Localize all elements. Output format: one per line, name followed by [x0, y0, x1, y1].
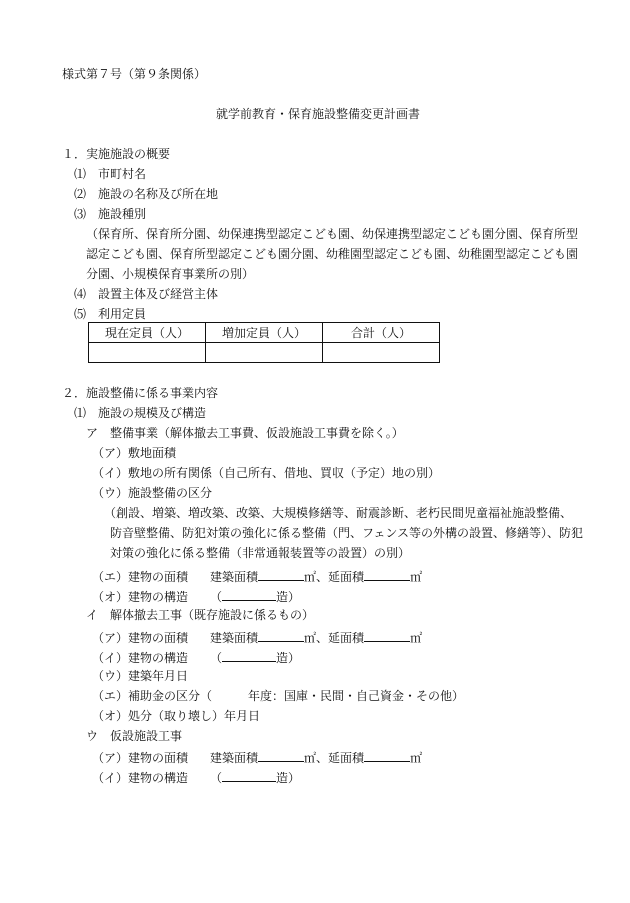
- item-facility-name: ⑵ 施設の名称及び所在地: [74, 187, 219, 201]
- maintenance-category-line: 対策の強化に係る整備（非常通報装置等の設置）の別）: [110, 546, 411, 560]
- building-area-row: [92, 748, 422, 766]
- floor-area-field[interactable]: [364, 748, 410, 762]
- item-facility-type: ⑶ 施設種別: [74, 207, 147, 221]
- facility-type-line: （保育所、保育所分園、幼保連携型認定こども園、幼保連携型認定こども園分園、保育所型: [86, 227, 579, 241]
- built-date-label: （ウ）建築年月日: [92, 669, 189, 683]
- floor-area-label: 、延面積: [316, 631, 365, 645]
- cell-current-capacity[interactable]: [89, 343, 206, 363]
- structure-suffix: 造）: [276, 771, 301, 785]
- structure-suffix: 造）: [276, 651, 301, 665]
- paren-open: （: [210, 771, 223, 785]
- site-ownership-label: （イ）敷地の所有関係（自己所有、借地、買収（予定）地の別）: [92, 466, 441, 480]
- maintenance-category-line: （創設、増築、増改築、改築、大規模修繕等、耐震診断、老朽民間児童福祉施設整備、: [104, 506, 573, 520]
- facility-type-line: 認定こども園、保育所型認定こども園分園、幼稚園型認定こども園、幼稚園型認定こども園: [86, 247, 579, 261]
- sqm-unit: ㎡: [410, 751, 423, 765]
- form-number: 様式第７号（第９条関係）: [62, 67, 207, 81]
- structure-field[interactable]: [222, 587, 276, 601]
- document-title: 就学前教育・保育施設整備変更計画書: [216, 107, 421, 121]
- table-header-row: [89, 323, 440, 343]
- cell-total-capacity[interactable]: [323, 343, 440, 363]
- building-footprint-field[interactable]: [258, 748, 304, 762]
- sqm-unit: ㎡: [304, 631, 317, 645]
- scale-structure-heading: ⑴ 施設の規模及び構造: [74, 406, 207, 420]
- section2-heading: ２．施設整備に係る事業内容: [62, 386, 219, 400]
- item-operator: ⑷ 設置主体及び経営主体: [74, 287, 219, 301]
- building-structure-label: （イ）建物の構造: [92, 771, 189, 785]
- floor-area-label: 、延面積: [316, 751, 365, 765]
- structure-field[interactable]: [222, 648, 276, 662]
- cell-added-capacity[interactable]: [206, 343, 323, 363]
- building-footprint-label: 建築面積: [210, 631, 259, 645]
- building-structure-label: （イ）建物の構造: [92, 651, 189, 665]
- header-added-capacity: 増加定員（人）: [206, 323, 323, 343]
- capacity-table: [88, 322, 440, 363]
- item-municipality: ⑴ 市町村名: [74, 167, 147, 181]
- subsidy-label: （エ）補助金の区分（: [92, 689, 213, 703]
- building-area-row: [92, 628, 422, 646]
- floor-area-field[interactable]: [364, 567, 410, 581]
- site-area-label: （ア）敷地面積: [92, 446, 177, 460]
- building-footprint-field[interactable]: [258, 567, 304, 581]
- building-footprint-label: 建築面積: [210, 570, 259, 584]
- building-area-label: （エ）建物の面積: [92, 570, 189, 584]
- maintenance-work-heading: ア 整備事業（解体撤去工事費、仮設施設工事費を除く。）: [86, 426, 404, 440]
- sqm-unit: ㎡: [410, 570, 423, 584]
- item-capacity: ⑸ 利用定員: [74, 307, 147, 321]
- sqm-unit: ㎡: [410, 631, 423, 645]
- building-structure-row: [92, 768, 300, 786]
- facility-type-line: 分園、小規模保育事業所の別）: [86, 267, 255, 281]
- section1-heading: １．実施施設の概要: [62, 147, 171, 161]
- sqm-unit: ㎡: [304, 570, 317, 584]
- table-row: [89, 343, 440, 363]
- subsidy-options: 年度：国庫・民間・自己資金・その他）: [248, 689, 465, 703]
- paren-open: （: [210, 651, 223, 665]
- header-current-capacity: 現在定員（人）: [89, 323, 206, 343]
- building-area-label: （ア）建物の面積: [92, 751, 189, 765]
- structure-field[interactable]: [222, 768, 276, 782]
- paren-open: （: [210, 590, 223, 604]
- header-total-capacity: 合計（人）: [323, 323, 440, 343]
- building-area-row: [92, 567, 422, 585]
- maintenance-category-label: （ウ）施設整備の区分: [92, 486, 213, 500]
- floor-area-label: 、延面積: [316, 570, 365, 584]
- disposal-date-label: （オ）処分（取り壊し）年月日: [92, 709, 261, 723]
- sqm-unit: ㎡: [304, 751, 317, 765]
- building-structure-row: [92, 587, 300, 605]
- building-structure-label: （オ）建物の構造: [92, 590, 189, 604]
- maintenance-category-line: 防音壁整備、防犯対策の強化に係る整備（門、フェンス等の外構の設置、修繕等）、防犯: [110, 526, 584, 540]
- temporary-work-heading: ウ 仮設施設工事: [86, 729, 183, 743]
- building-footprint-label: 建築面積: [210, 751, 259, 765]
- structure-suffix: 造）: [276, 590, 301, 604]
- building-footprint-field[interactable]: [258, 628, 304, 642]
- floor-area-field[interactable]: [364, 628, 410, 642]
- building-structure-row: [92, 648, 300, 666]
- building-area-label: （ア）建物の面積: [92, 631, 189, 645]
- demolition-heading: イ 解体撤去工事（既存施設に係るもの）: [86, 608, 315, 622]
- subsidy-row: [92, 688, 464, 704]
